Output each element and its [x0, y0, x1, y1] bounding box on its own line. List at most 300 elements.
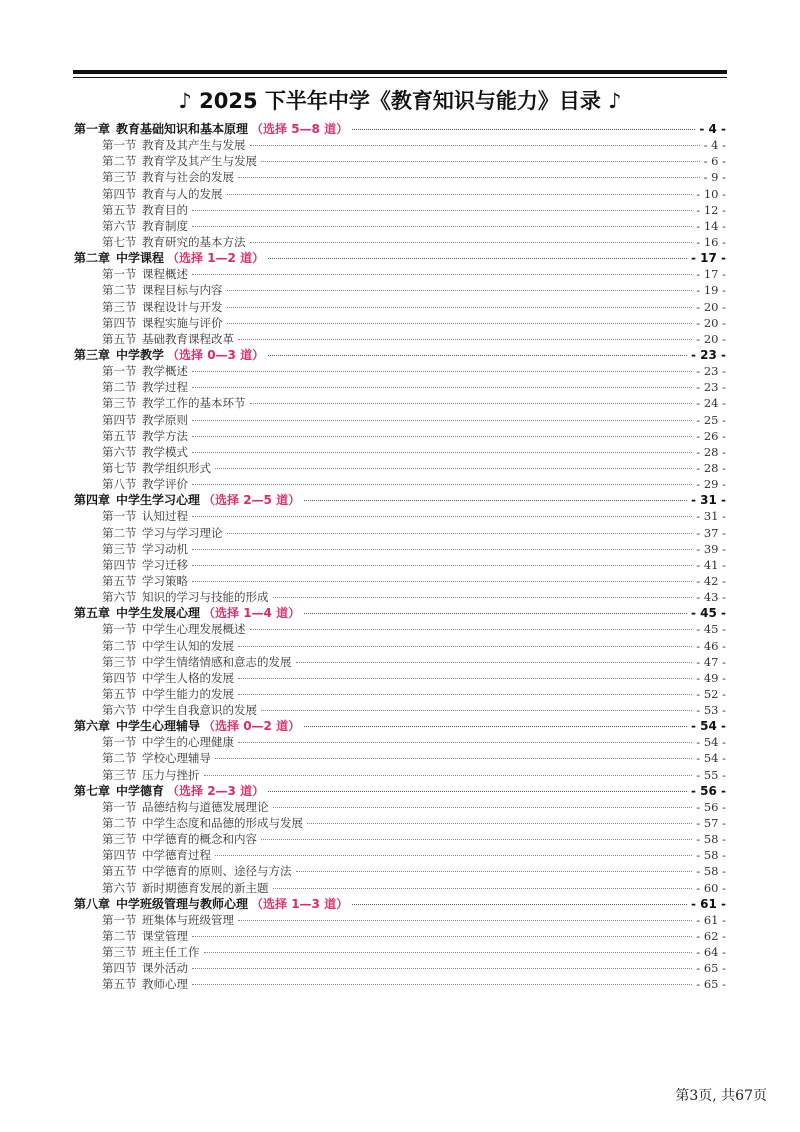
section-label — [102, 266, 188, 282]
chapter-question-note: （选择 1—2 道） — [167, 251, 265, 266]
section-page-number: - 64 - — [696, 945, 726, 960]
section-number: 第二节 — [102, 380, 137, 395]
section-label — [102, 702, 257, 718]
section-number: 第二节 — [102, 525, 137, 540]
section-number: 第五节 — [102, 331, 137, 346]
section-title: 基础教育课程改革 — [142, 331, 234, 346]
dot-leader — [192, 225, 692, 227]
section-label — [102, 621, 246, 637]
chapter-title: 中学教学 — [116, 347, 165, 362]
section-number: 第三节 — [102, 654, 137, 669]
section-number: 第六节 — [102, 444, 137, 459]
section-number: 第一节 — [102, 509, 137, 524]
toc-section-row[interactable] — [74, 218, 726, 234]
dot-leader — [304, 725, 687, 727]
section-page-number: - 65 - — [696, 961, 726, 976]
toc-section-row[interactable] — [74, 428, 726, 444]
dot-leader — [192, 483, 692, 485]
section-title: 中学生认知的发展 — [142, 638, 234, 653]
section-number: 第一节 — [102, 799, 137, 814]
chapter-label — [74, 250, 264, 266]
chapter-page-number: - 23 - — [690, 347, 726, 362]
dot-leader — [204, 951, 693, 953]
toc-chapter-row[interactable] — [74, 347, 726, 363]
section-title: 学校心理辅导 — [142, 751, 211, 766]
section-title: 教育与人的发展 — [142, 186, 223, 201]
section-page-number: - 14 - — [696, 218, 726, 233]
section-page-number: - 61 - — [696, 912, 726, 927]
section-page-number: - 65 - — [696, 977, 726, 992]
section-number: 第四节 — [102, 557, 137, 572]
chapter-label — [74, 347, 264, 363]
section-title: 中学生态度和品德的形成与发展 — [142, 816, 303, 831]
section-label — [102, 976, 188, 992]
section-page-number: - 4 - — [703, 138, 726, 153]
dot-leader — [250, 402, 693, 404]
toc-section-row[interactable] — [74, 750, 726, 766]
section-page-number: - 60 - — [696, 880, 726, 895]
section-title: 课程概述 — [142, 267, 188, 282]
toc-chapter-row[interactable] — [74, 250, 726, 266]
chapter-page-number: - 31 - — [690, 493, 726, 508]
dot-leader — [238, 693, 692, 695]
dot-leader — [238, 338, 692, 340]
chapter-label — [74, 718, 300, 734]
dot-leader — [192, 935, 692, 937]
dot-leader — [268, 790, 687, 792]
section-label — [102, 315, 223, 331]
section-page-number: - 56 - — [696, 799, 726, 814]
section-label — [102, 573, 188, 589]
dot-leader — [261, 709, 692, 711]
toc-section-row[interactable] — [74, 767, 726, 783]
dot-leader — [250, 144, 700, 146]
dot-leader — [238, 176, 700, 178]
chapter-question-note: （选择 1—4 道） — [203, 606, 301, 621]
section-page-number: - 42 - — [696, 573, 726, 588]
section-number: 第三节 — [102, 945, 137, 960]
toc-section-row[interactable] — [74, 654, 726, 670]
chapter-page-number: - 17 - — [690, 251, 726, 266]
dot-leader — [192, 370, 692, 372]
section-number: 第二节 — [102, 283, 137, 298]
toc-section-row[interactable] — [74, 589, 726, 605]
toc-section-row[interactable] — [74, 686, 726, 702]
chapter-label — [74, 896, 348, 912]
dot-leader — [192, 435, 692, 437]
chapter-title: 中学生学习心理 — [116, 493, 201, 508]
toc-section-row[interactable] — [74, 460, 726, 476]
section-label — [102, 282, 223, 298]
section-title: 中学生自我意识的发展 — [142, 703, 257, 718]
toc-section-row[interactable] — [74, 186, 726, 202]
section-page-number: - 28 - — [696, 444, 726, 459]
section-page-number: - 37 - — [696, 525, 726, 540]
section-label — [102, 412, 188, 428]
toc-section-row[interactable] — [74, 476, 726, 492]
section-page-number: - 47 - — [696, 654, 726, 669]
toc-section-row[interactable] — [74, 880, 726, 896]
section-number: 第八节 — [102, 477, 137, 492]
dot-leader — [192, 564, 692, 566]
toc-section-row[interactable] — [74, 202, 726, 218]
section-label — [102, 654, 292, 670]
section-number: 第五节 — [102, 573, 137, 588]
section-label — [102, 218, 188, 234]
section-title: 中学生心理发展概述 — [142, 622, 246, 637]
dot-leader — [227, 289, 693, 291]
dot-leader — [215, 467, 692, 469]
toc-section-row[interactable] — [74, 573, 726, 589]
toc-section-row[interactable] — [74, 331, 726, 347]
toc-chapter-row[interactable] — [74, 121, 726, 137]
dot-leader — [261, 160, 700, 162]
section-page-number: - 43 - — [696, 590, 726, 605]
dot-leader — [192, 209, 692, 211]
section-number: 第一节 — [102, 364, 137, 379]
section-title: 教学评价 — [142, 477, 188, 492]
section-page-number: - 16 - — [696, 234, 726, 249]
section-label — [102, 153, 257, 169]
toc-section-row[interactable] — [74, 169, 726, 185]
dot-leader — [227, 306, 693, 308]
section-title: 教学模式 — [142, 444, 188, 459]
toc-section-row[interactable] — [74, 960, 726, 976]
section-label — [102, 799, 269, 815]
section-label — [102, 767, 200, 783]
chapter-question-note: （选择 0—2 道） — [203, 719, 301, 734]
section-title: 中学德育的原则、途径与方法 — [142, 864, 292, 879]
section-number: 第五节 — [102, 864, 137, 879]
section-label — [102, 525, 223, 541]
section-page-number: - 28 - — [696, 460, 726, 475]
toc-section-row[interactable] — [74, 282, 726, 298]
section-number: 第一节 — [102, 622, 137, 637]
toc-section-row[interactable] — [74, 638, 726, 654]
section-title: 教育研究的基本方法 — [142, 234, 246, 249]
toc-section-row[interactable] — [74, 379, 726, 395]
section-label — [102, 186, 223, 202]
section-label — [102, 299, 223, 315]
chapter-page-number: - 4 - — [699, 122, 726, 136]
section-label — [102, 638, 234, 654]
section-page-number: - 31 - — [696, 509, 726, 524]
section-number: 第六节 — [102, 703, 137, 718]
section-label — [102, 880, 269, 896]
chapter-question-note: （选择 0—3 道） — [167, 347, 265, 362]
toc-section-row[interactable] — [74, 621, 726, 637]
section-title: 教育与社会的发展 — [142, 170, 234, 185]
dot-leader — [192, 451, 692, 453]
section-number: 第二节 — [102, 816, 137, 831]
toc-section-row[interactable] — [74, 557, 726, 573]
section-page-number: - 6 - — [703, 154, 726, 169]
page-footer: 第3页, 共67页 — [675, 1088, 767, 1104]
section-number: 第一节 — [102, 138, 137, 153]
section-label — [102, 331, 234, 347]
section-title: 学习迁移 — [142, 557, 188, 572]
toc-section-row[interactable] — [74, 863, 726, 879]
page-title: ♪ 2025 下半年中学《教育知识与能力》目录 ♪ — [178, 89, 622, 113]
section-page-number: - 17 - — [696, 267, 726, 282]
section-label — [102, 395, 246, 411]
dot-leader — [227, 532, 693, 534]
section-number: 第五节 — [102, 686, 137, 701]
section-number: 第一节 — [102, 912, 137, 927]
section-page-number: - 53 - — [696, 703, 726, 718]
section-label — [102, 202, 188, 218]
dot-leader — [296, 870, 693, 872]
section-title: 教育及其产生与发展 — [142, 138, 246, 153]
section-page-number: - 58 - — [696, 848, 726, 863]
section-title: 中学生人格的发展 — [142, 670, 234, 685]
section-label — [102, 137, 246, 153]
section-page-number: - 54 - — [696, 751, 726, 766]
toc-section-row[interactable] — [74, 734, 726, 750]
section-number: 第三节 — [102, 396, 137, 411]
section-page-number: - 41 - — [696, 557, 726, 572]
dot-leader — [238, 677, 692, 679]
chapter-page-number: - 45 - — [690, 606, 726, 621]
toc-section-row[interactable] — [74, 266, 726, 282]
section-page-number: - 49 - — [696, 670, 726, 685]
toc-section-row[interactable] — [74, 799, 726, 815]
chapter-label — [74, 605, 300, 621]
toc-section-row[interactable] — [74, 670, 726, 686]
section-title: 教育制度 — [142, 218, 188, 233]
section-label — [102, 234, 246, 250]
dot-leader — [352, 128, 695, 130]
toc-section-row[interactable] — [74, 315, 726, 331]
chapter-question-note: （选择 1—3 道） — [251, 896, 349, 911]
chapter-label — [74, 121, 348, 137]
section-label — [102, 750, 211, 766]
section-title: 教育学及其产生与发展 — [142, 154, 257, 169]
section-label — [102, 863, 292, 879]
toc-section-row[interactable] — [74, 912, 726, 928]
section-page-number: - 58 - — [696, 864, 726, 879]
dot-leader — [238, 741, 692, 743]
section-page-number: - 58 - — [696, 832, 726, 847]
section-label — [102, 428, 188, 444]
chapter-number: 第五章 — [74, 606, 111, 621]
toc-section-row[interactable] — [74, 234, 726, 250]
section-label — [102, 508, 188, 524]
dot-leader — [192, 515, 692, 517]
dot-leader — [273, 596, 693, 598]
toc-section-row[interactable] — [74, 444, 726, 460]
section-label — [102, 444, 188, 460]
chapter-number: 第四章 — [74, 493, 111, 508]
section-number: 第七节 — [102, 460, 137, 475]
chapter-number: 第二章 — [74, 251, 111, 266]
chapter-page-number: - 61 - — [690, 896, 726, 911]
section-number: 第六节 — [102, 880, 137, 895]
dot-leader — [227, 193, 693, 195]
chapter-title: 中学班级管理与教师心理 — [116, 896, 249, 911]
chapter-number: 第七章 — [74, 783, 111, 798]
chapter-label — [74, 783, 264, 799]
toc-section-row[interactable] — [74, 831, 726, 847]
dot-leader — [204, 774, 693, 776]
chapter-title: 中学德育 — [116, 783, 165, 798]
header-rule-thick — [73, 70, 727, 74]
chapter-title: 教育基础知识和基本原理 — [116, 122, 249, 136]
chapter-number: 第一章 — [74, 122, 111, 136]
chapter-question-note: （选择 2—3 道） — [167, 783, 265, 798]
section-page-number: - 62 - — [696, 929, 726, 944]
section-page-number: - 29 - — [696, 477, 726, 492]
toc-chapter-row[interactable] — [74, 896, 726, 912]
toc-chapter-row[interactable] — [74, 718, 726, 734]
toc-section-row[interactable] — [74, 702, 726, 718]
section-page-number: - 24 - — [696, 396, 726, 411]
section-label — [102, 960, 188, 976]
section-title: 教学原则 — [142, 412, 188, 427]
toc-section-row[interactable] — [74, 525, 726, 541]
section-number: 第五节 — [102, 202, 137, 217]
dot-leader — [215, 854, 692, 856]
section-number: 第四节 — [102, 412, 137, 427]
section-page-number: - 12 - — [696, 202, 726, 217]
dot-leader — [227, 322, 693, 324]
dot-leader — [192, 419, 692, 421]
section-label — [102, 460, 211, 476]
section-page-number: - 23 - — [696, 364, 726, 379]
chapter-number: 第三章 — [74, 347, 111, 362]
section-title: 学习动机 — [142, 541, 188, 556]
section-label — [102, 831, 257, 847]
section-number: 第五节 — [102, 977, 137, 992]
section-title: 中学德育过程 — [142, 848, 211, 863]
toc-section-row[interactable] — [74, 412, 726, 428]
toc-section-row[interactable] — [74, 944, 726, 960]
section-page-number: - 39 - — [696, 541, 726, 556]
section-number: 第二节 — [102, 638, 137, 653]
section-label — [102, 815, 303, 831]
chapter-question-note: （选择 2—5 道） — [203, 493, 301, 508]
toc-section-row[interactable] — [74, 847, 726, 863]
section-title: 新时期德育发展的新主题 — [142, 880, 269, 895]
section-title: 班集体与班级管理 — [142, 912, 234, 927]
toc-section-row[interactable] — [74, 928, 726, 944]
section-title: 认知过程 — [142, 509, 188, 524]
dot-leader — [268, 257, 687, 259]
toc-chapter-row[interactable] — [74, 492, 726, 508]
section-page-number: - 45 - — [696, 622, 726, 637]
dot-leader — [192, 983, 692, 985]
section-number: 第三节 — [102, 541, 137, 556]
section-number: 第一节 — [102, 735, 137, 750]
section-page-number: - 10 - — [696, 186, 726, 201]
chapter-title: 中学生发展心理 — [116, 606, 201, 621]
section-page-number: - 25 - — [696, 412, 726, 427]
toc-chapter-row[interactable] — [74, 605, 726, 621]
section-page-number: - 46 - — [696, 638, 726, 653]
header-rule-thin — [73, 77, 727, 78]
toc-section-row[interactable] — [74, 508, 726, 524]
section-label — [102, 169, 234, 185]
section-number: 第三节 — [102, 767, 137, 782]
section-title: 教学概述 — [142, 364, 188, 379]
dot-leader — [250, 628, 693, 630]
section-number: 第四节 — [102, 670, 137, 685]
dot-leader — [273, 806, 693, 808]
section-label — [102, 847, 211, 863]
section-title: 教育目的 — [142, 202, 188, 217]
toc-section-row[interactable] — [74, 153, 726, 169]
dot-leader — [192, 967, 692, 969]
chapter-page-number: - 54 - — [690, 719, 726, 734]
toc-section-row[interactable] — [74, 815, 726, 831]
section-title: 品德结构与道德发展理论 — [142, 799, 269, 814]
dot-leader — [238, 645, 692, 647]
section-title: 中学生的心理健康 — [142, 735, 234, 750]
toc-section-row[interactable] — [74, 137, 726, 153]
toc-section-row[interactable] — [74, 299, 726, 315]
chapter-page-number: - 56 - — [690, 783, 726, 798]
dot-leader — [238, 919, 692, 921]
toc-section-row[interactable] — [74, 976, 726, 992]
section-number: 第二节 — [102, 154, 137, 169]
dot-leader — [261, 838, 692, 840]
toc-section-row[interactable] — [74, 541, 726, 557]
dot-leader — [192, 273, 692, 275]
section-number: 第一节 — [102, 267, 137, 282]
section-number: 第三节 — [102, 299, 137, 314]
chapter-number: 第八章 — [74, 896, 111, 911]
section-page-number: - 52 - — [696, 686, 726, 701]
section-title: 班主任工作 — [142, 945, 200, 960]
toc-section-row[interactable] — [74, 363, 726, 379]
dot-leader — [192, 386, 692, 388]
section-label — [102, 944, 200, 960]
section-title: 课程设计与开发 — [142, 299, 223, 314]
section-label — [102, 912, 234, 928]
section-number: 第二节 — [102, 929, 137, 944]
chapter-title: 中学生心理辅导 — [116, 719, 201, 734]
section-page-number: - 57 - — [696, 816, 726, 831]
section-page-number: - 20 - — [696, 331, 726, 346]
section-number: 第三节 — [102, 832, 137, 847]
section-page-number: - 9 - — [703, 170, 726, 185]
chapter-question-note: （选择 5—8 道） — [251, 122, 349, 136]
dot-leader — [352, 903, 687, 905]
section-number: 第二节 — [102, 751, 137, 766]
section-page-number: - 20 - — [696, 315, 726, 330]
section-number: 第六节 — [102, 218, 137, 233]
toc-chapter-row[interactable] — [74, 783, 726, 799]
section-title: 压力与挫折 — [142, 767, 200, 782]
section-label — [102, 363, 188, 379]
section-page-number: - 20 - — [696, 299, 726, 314]
dot-leader — [192, 548, 692, 550]
section-page-number: - 55 - — [696, 767, 726, 782]
chapter-title: 中学课程 — [116, 251, 165, 266]
section-title: 教学工作的基本环节 — [142, 396, 246, 411]
section-label — [102, 589, 269, 605]
dot-leader — [192, 580, 692, 582]
section-title: 课堂管理 — [142, 929, 188, 944]
section-title: 教学过程 — [142, 380, 188, 395]
section-title: 中学生情绪情感和意志的发展 — [142, 654, 292, 669]
toc-section-row[interactable] — [74, 395, 726, 411]
section-title: 课外活动 — [142, 961, 188, 976]
dot-leader — [304, 499, 687, 501]
chapter-number: 第六章 — [74, 719, 111, 734]
section-title: 知识的学习与技能的形成 — [142, 590, 269, 605]
section-page-number: - 19 - — [696, 283, 726, 298]
